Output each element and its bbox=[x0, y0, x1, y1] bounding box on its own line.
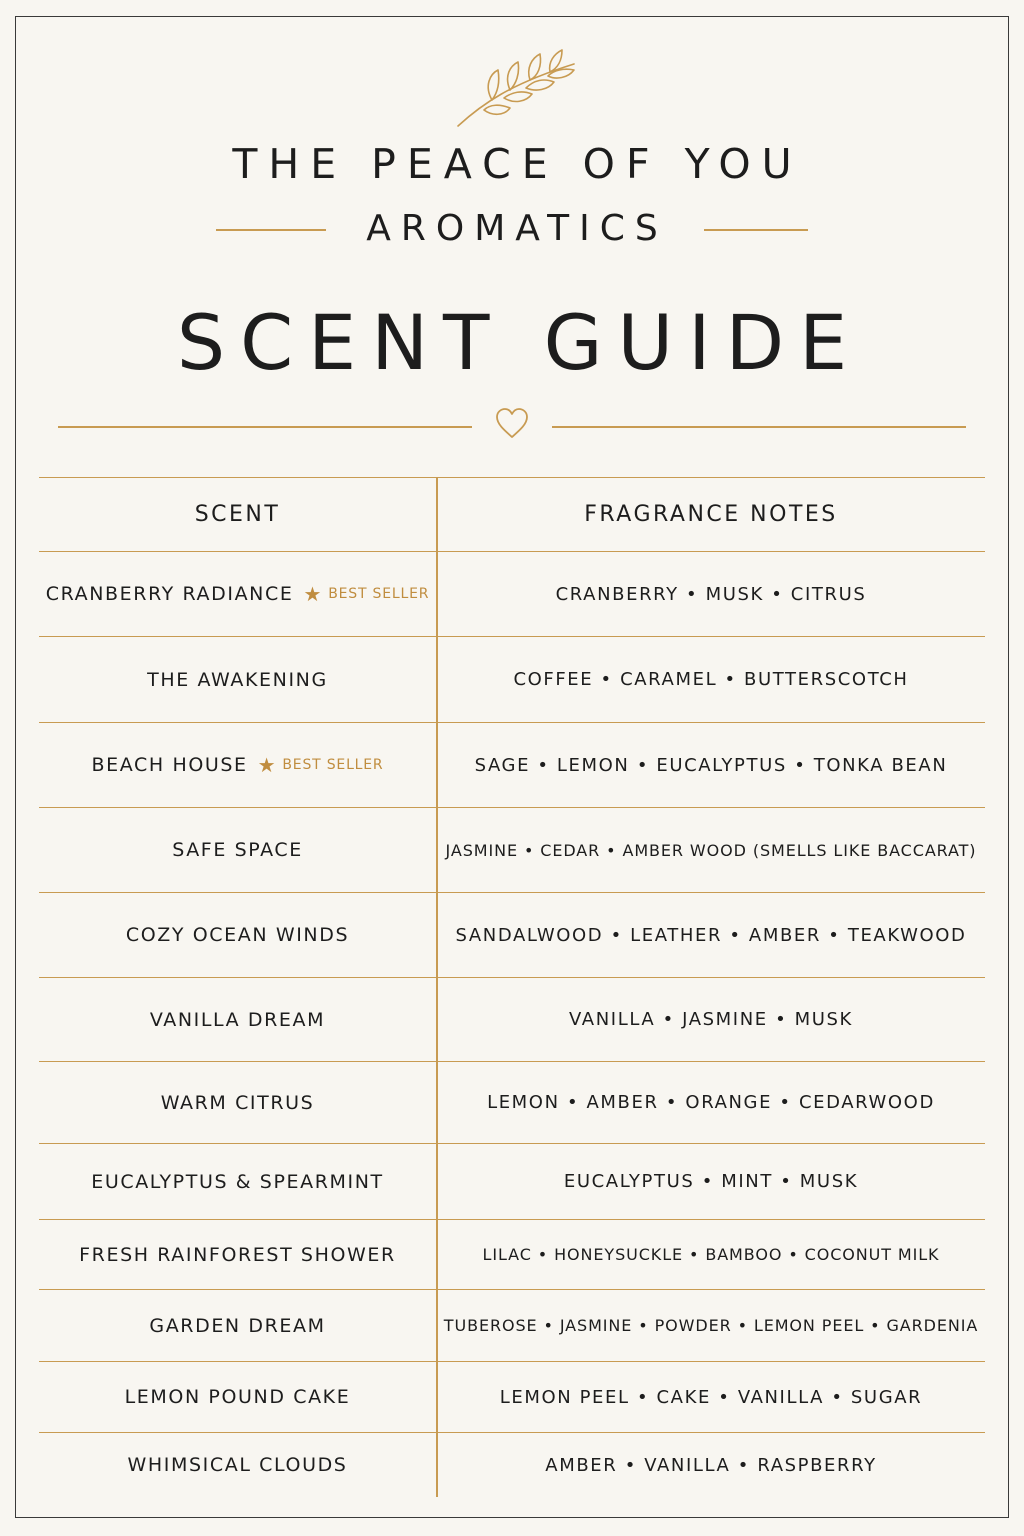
table-row bbox=[39, 1432, 985, 1497]
table-row bbox=[39, 1289, 985, 1361]
table-row bbox=[39, 722, 985, 807]
scent-name: SAFE SPACE bbox=[172, 839, 303, 861]
brand-subtitle-row bbox=[0, 206, 1024, 252]
scent-name: COZY OCEAN WINDS bbox=[125, 924, 350, 946]
scent-name-cell bbox=[39, 1144, 436, 1219]
fragrance-notes-cell: JASMINE • CEDAR • AMBER WOOD (SMELLS LIKE BACCARAT) bbox=[445, 840, 977, 860]
header-scent: SCENT bbox=[194, 502, 281, 527]
fragrance-notes-cell: VANILLA • JASMINE • MUSK bbox=[569, 1009, 853, 1030]
table-row bbox=[39, 1143, 985, 1219]
table-row bbox=[39, 1219, 985, 1289]
scent-name-cell bbox=[39, 1433, 436, 1497]
scent-name-cell bbox=[39, 1362, 436, 1432]
scent-name-cell bbox=[39, 1220, 436, 1289]
table-row bbox=[39, 636, 985, 722]
scent-name: FRESH RAINFOREST SHOWER bbox=[79, 1243, 396, 1266]
table-header-row bbox=[39, 477, 985, 551]
scent-name-cell bbox=[39, 808, 436, 892]
scent-name: WARM CITRUS bbox=[160, 1091, 315, 1114]
fragrance-notes-cell: EUCALYPTUS • MINT • MUSK bbox=[563, 1171, 859, 1192]
fragrance-notes-cell: AMBER • VANILLA • RASPBERRY bbox=[545, 1454, 877, 1476]
brand-name-line2: AROMATICS bbox=[366, 208, 668, 249]
scent-name: EUCALYPTUS & SPEARMINT bbox=[91, 1170, 384, 1193]
table-row bbox=[39, 977, 985, 1061]
table-row bbox=[39, 1061, 985, 1143]
fragrance-notes-cell: SANDALWOOD • LEATHER • AMBER • TEAKWOOD bbox=[455, 924, 967, 946]
table-row bbox=[39, 1361, 985, 1432]
scent-name-cell bbox=[39, 978, 436, 1061]
fragrance-notes-cell: SAGE • LEMON • EUCALYPTUS • TONKA BEAN bbox=[474, 754, 948, 776]
best-seller-label: BEST SELLER bbox=[282, 757, 384, 773]
scent-name: WHIMSICAL CLOUDS bbox=[127, 1454, 348, 1476]
scent-name-cell bbox=[39, 893, 436, 977]
scent-name-cell bbox=[39, 637, 436, 722]
page-title: SCENT GUIDE bbox=[176, 298, 863, 387]
best-seller-badge bbox=[258, 755, 384, 775]
scent-name-cell bbox=[39, 552, 436, 636]
best-seller-badge bbox=[303, 584, 429, 604]
table-row bbox=[39, 892, 985, 977]
title-rule-left bbox=[58, 426, 472, 428]
scent-name: GARDEN DREAM bbox=[149, 1314, 326, 1337]
scent-name-cell bbox=[39, 1290, 436, 1361]
fragrance-notes-cell: CRANBERRY • MUSK • CITRUS bbox=[555, 583, 867, 605]
table-row bbox=[39, 551, 985, 636]
table-row bbox=[39, 807, 985, 892]
heart-outline-icon bbox=[494, 406, 530, 442]
title-rule-right bbox=[552, 426, 966, 428]
scent-name: CRANBERRY RADIANCE bbox=[45, 583, 294, 605]
star-icon: ★ bbox=[303, 582, 323, 606]
best-seller-label: BEST SELLER bbox=[328, 586, 430, 602]
scent-name: BEACH HOUSE bbox=[91, 754, 248, 776]
scent-name: THE AWAKENING bbox=[147, 668, 328, 691]
scent-name-cell bbox=[39, 1062, 436, 1143]
fragrance-notes-cell: LEMON • AMBER • ORANGE • CEDARWOOD bbox=[487, 1092, 935, 1113]
header-fragrance-notes: FRAGRANCE NOTES bbox=[584, 502, 838, 527]
leaf-sprig-icon bbox=[452, 46, 582, 130]
scent-name-cell bbox=[39, 723, 436, 807]
brand-name-line1: THE PEACE OF YOU bbox=[232, 140, 803, 188]
fragrance-notes-cell: COFFEE • CARAMEL • BUTTERSCOTCH bbox=[513, 669, 909, 690]
star-icon: ★ bbox=[257, 753, 277, 777]
fragrance-notes-cell: TUBEROSE • JASMINE • POWDER • LEMON PEEL • GARDENIA bbox=[443, 1316, 979, 1335]
scent-name: VANILLA DREAM bbox=[149, 1008, 326, 1031]
fragrance-notes-cell: LEMON PEEL • CAKE • VANILLA • SUGAR bbox=[499, 1386, 923, 1408]
fragrance-notes-cell: LILAC • HONEYSUCKLE • BAMBOO • COCONUT MILK bbox=[482, 1245, 940, 1264]
scent-name: LEMON POUND CAKE bbox=[124, 1386, 351, 1408]
subtitle-rule-right bbox=[704, 229, 808, 231]
